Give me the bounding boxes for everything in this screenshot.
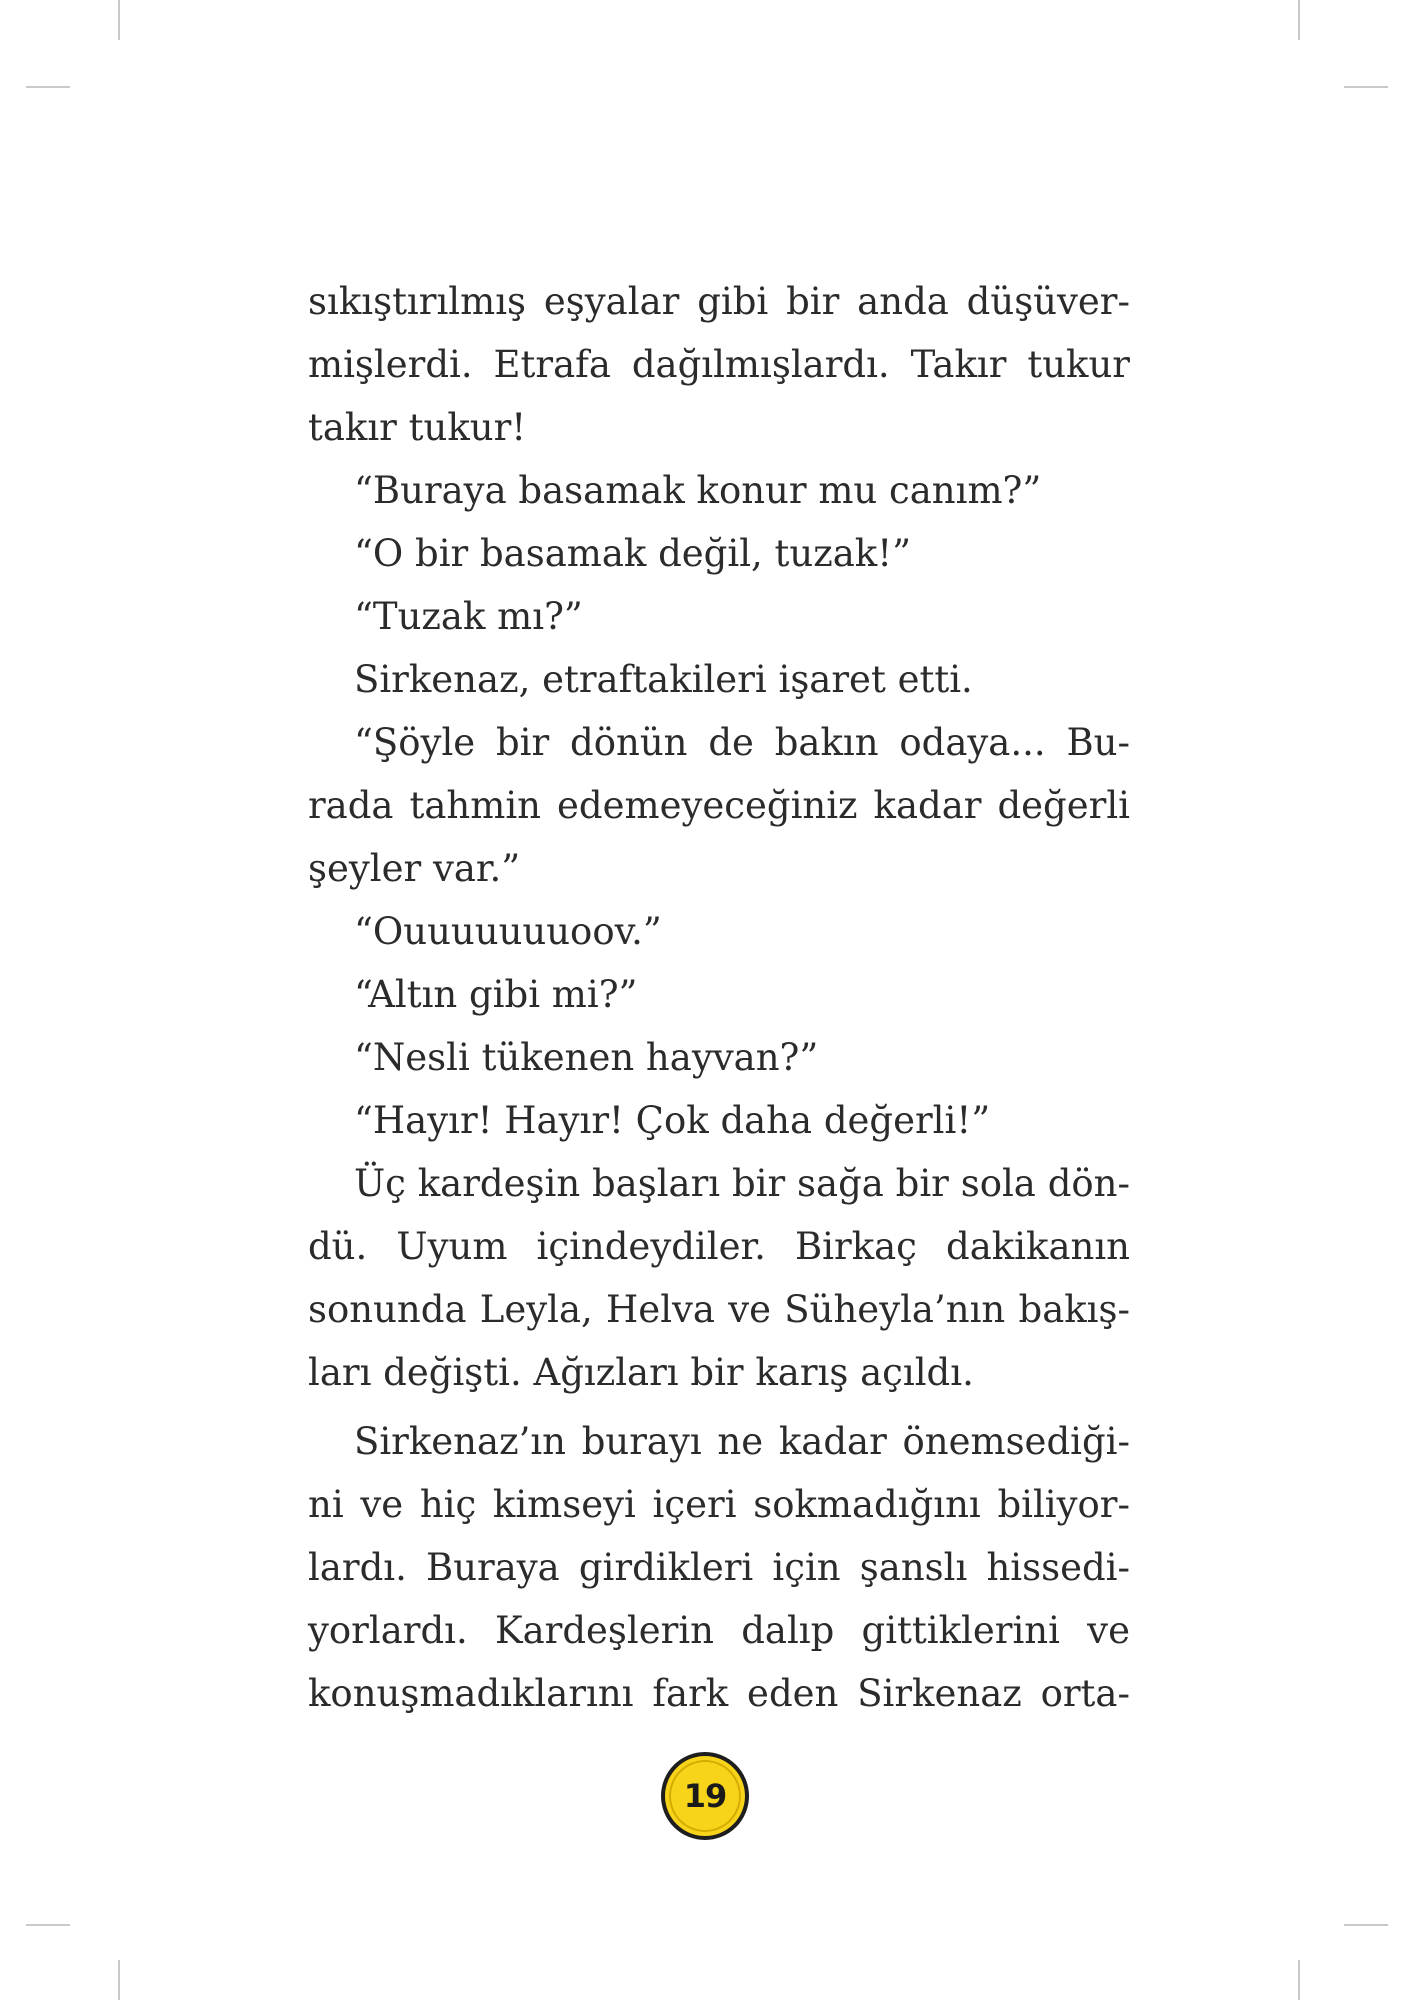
crop-mark-left-bottom xyxy=(26,1924,70,1926)
crop-mark-right-top xyxy=(1344,86,1388,88)
page-number-badge xyxy=(661,1752,749,1840)
crop-mark-bottom-right xyxy=(1298,1960,1300,2000)
crop-mark-left-top xyxy=(26,86,70,88)
text-line: yorlardı. Kardeşlerin dalıp gittiklerini ve xyxy=(308,1609,1130,1652)
text-line: şeyler var.” xyxy=(308,847,521,890)
text-line: Sirkenaz’ın burayı ne kadar önemsediği- xyxy=(354,1420,1130,1463)
text-line: Üç kardeşin başları bir sağa bir sola dön- xyxy=(354,1162,1130,1205)
text-line: Sirkenaz, etraftakileri işaret etti. xyxy=(354,658,973,701)
text-line: “Nesli tükenen hayvan?” xyxy=(354,1036,819,1079)
text-line: konuşmadıklarını fark eden Sirkenaz orta- xyxy=(308,1672,1130,1715)
crop-mark-bottom-left xyxy=(118,1960,120,2000)
page-number: 19 xyxy=(683,1777,727,1815)
crop-mark-right-bottom xyxy=(1344,1924,1388,1926)
text-line: “Şöyle bir dönün de bakın odaya... Bu- xyxy=(354,721,1130,764)
crop-mark-top-left xyxy=(118,0,120,40)
body-text xyxy=(308,270,1130,1725)
text-line: rada tahmin edemeyeceğiniz kadar değerli xyxy=(308,784,1130,827)
crop-mark-top-right xyxy=(1298,0,1300,40)
text-line: lardı. Buraya girdikleri için şanslı hissedi- xyxy=(308,1546,1130,1589)
text-line: sıkıştırılmış eşyalar gibi bir anda düşüver- xyxy=(308,280,1130,323)
text-line: dü. Uyum içindeydiler. Birkaç dakikanın xyxy=(308,1225,1130,1268)
text-line: “Tuzak mı?” xyxy=(354,595,583,638)
text-line: “Ouuuuuuuoov.” xyxy=(354,910,662,953)
text-line: sonunda Leyla, Helva ve Süheyla’nın bakış- xyxy=(308,1288,1130,1331)
text-line: “Altın gibi mi?” xyxy=(354,973,638,1016)
text-line: mişlerdi. Etrafa dağılmışlardı. Takır tukur xyxy=(308,343,1130,386)
text-line: “Hayır! Hayır! Çok daha değerli!” xyxy=(354,1099,991,1142)
text-line: “Buraya basamak konur mu canım?” xyxy=(354,469,1042,512)
text-line: takır tukur! xyxy=(308,406,527,449)
text-line: ni ve hiç kimseyi içeri sokmadığını biliyor- xyxy=(308,1483,1130,1526)
text-line: “O bir basamak değil, tuzak!” xyxy=(354,532,912,575)
text-line: ları değişti. Ağızları bir karış açıldı. xyxy=(308,1351,974,1394)
